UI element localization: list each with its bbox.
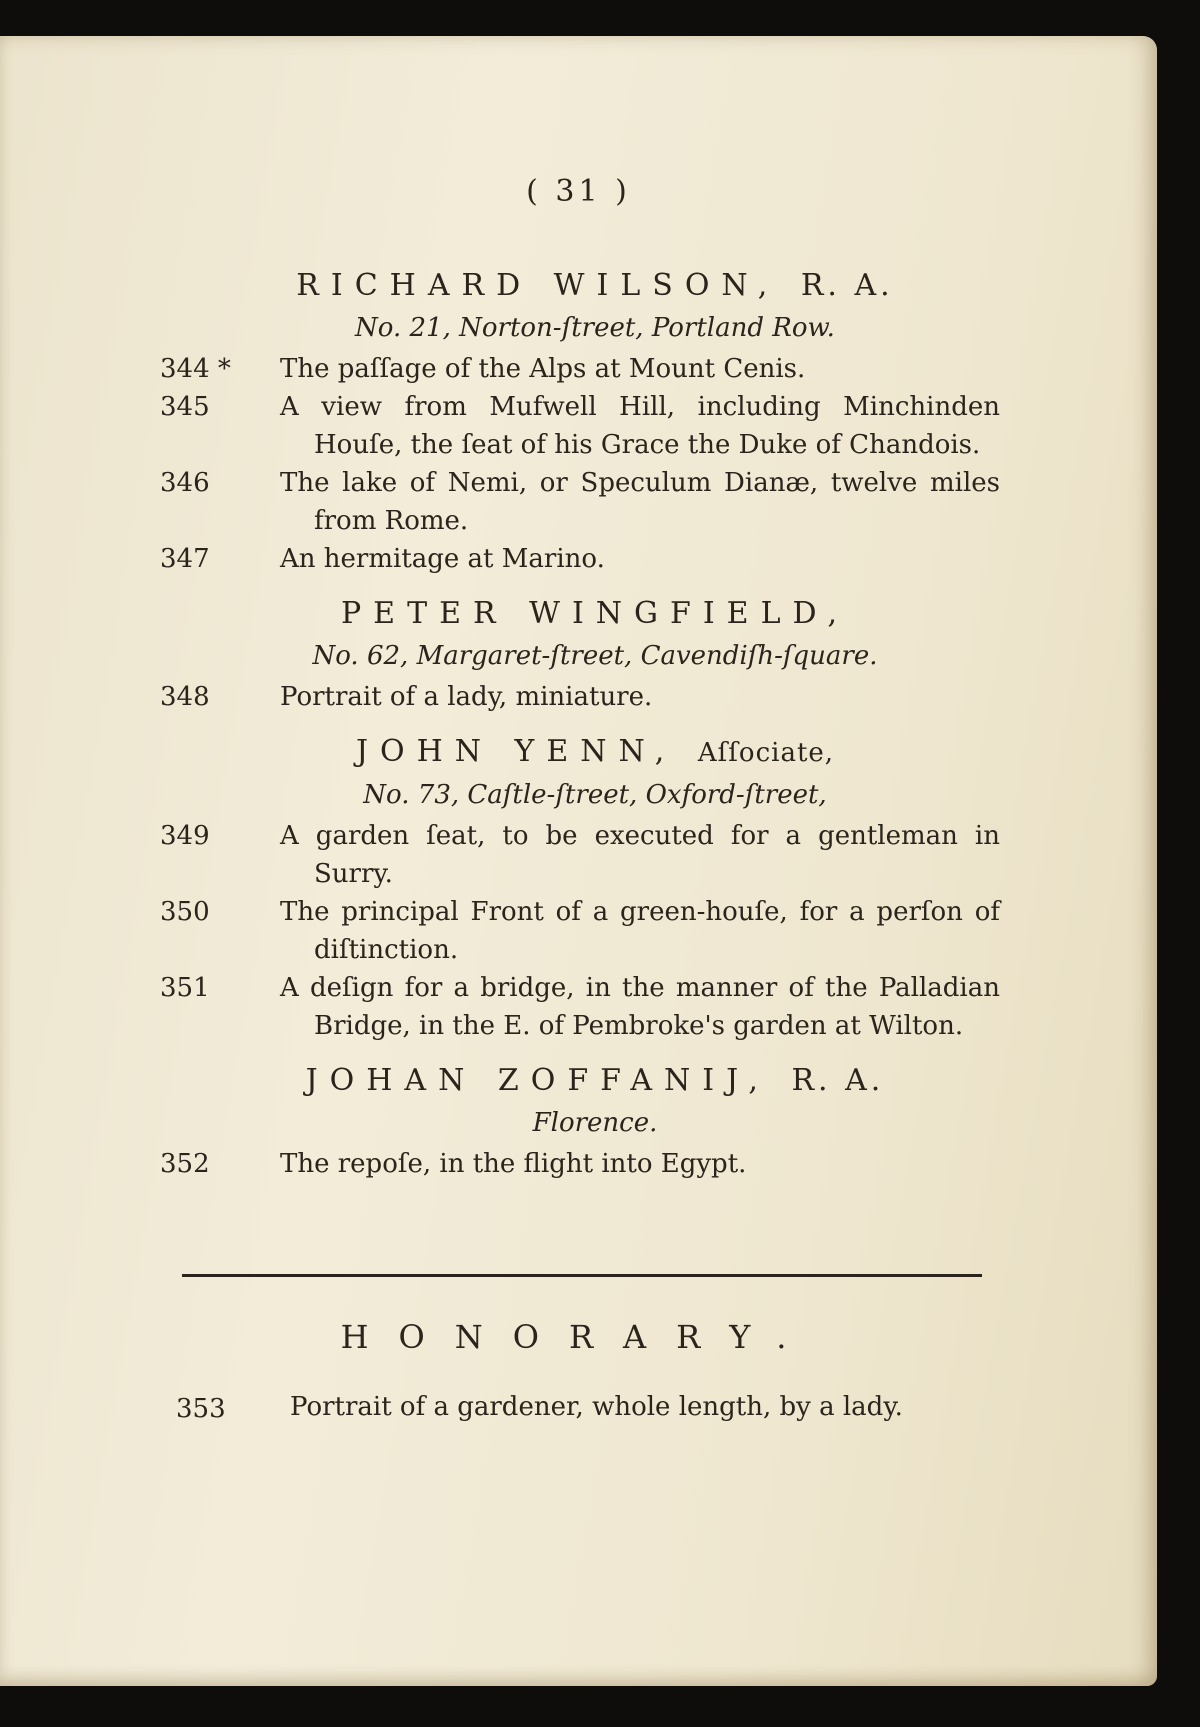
artist-name: RICHARD WILSON, [296,268,780,303]
artist-heading [190,592,1000,636]
artist-heading [190,1059,1000,1103]
entry-title: The lake of Nemi, or Speculum Dianæ, twelve miles from Rome. [280,468,1000,536]
artist-name: PETER WINGFIELD, [340,596,850,631]
section-divider [182,1274,982,1277]
catalogue-entry [150,893,1000,969]
catalogue-entry [150,969,1000,1045]
page-number: ( 31 ) [526,174,631,209]
entry-number: 349 [160,821,210,851]
entry-number: 344 * [160,354,231,384]
book-page [0,36,1157,1686]
artist-address: Florence. [532,1108,658,1138]
catalogue-entry [150,1388,1000,1426]
entry-title: A deſign for a bridge, in the manner of the Palladian Bridge, in the E. of Pembroke's garden at Wilton. [280,973,1000,1041]
artist-suffix: Aſſociate, [697,738,835,768]
honorary-heading: HONORARY. [340,1318,817,1356]
artist-address: No. 73, Caſtle-ſtreet, Oxford-ſtreet, [363,780,827,810]
entry-number: 351 [160,973,210,1003]
catalogue-entry [150,388,1000,464]
artist-name: JOHAN ZOFFANIJ, [305,1063,770,1098]
entry-title: Portrait of a lady, miniature. [280,682,653,712]
entry-title: An hermitage at Marino. [280,544,605,574]
entry-number: 350 [160,897,210,927]
entry-title: The principal Front of a green-houſe, for a perſon of diſtinction. [280,897,1000,965]
artist-address: No. 62, Margaret-ſtreet, Cavendiſh-ſquare. [312,641,878,671]
entry-number: 347 [160,544,210,574]
entry-title: The paſſage of the Alps at Mount Cenis. [280,354,806,384]
entry-number: 348 [160,682,210,712]
entry-title: A garden ſeat, to be executed for a gentleman in Surry. [280,821,1000,889]
entry-number: 345 [160,392,210,422]
entry-number: 352 [160,1149,210,1179]
catalogue-entries [150,264,1000,1183]
catalogue-entry [150,678,1000,716]
catalogue-entry [150,540,1000,578]
catalogue-entry [150,817,1000,893]
catalogue-entry [150,350,1000,388]
catalogue-entry [150,464,1000,540]
artist-name: JOHN YENN, [355,734,677,769]
entry-title: A view from Mufwell Hill, including Minchinden Houſe, the ſeat of his Grace the Duke of Chandois. [280,392,1000,460]
artist-heading [190,264,1000,308]
artist-suffix: R. A. [800,268,894,303]
artist-heading [190,730,1000,775]
artist-suffix: R. A. [791,1063,885,1098]
entry-title: The repoſe, in the flight into Egypt. [280,1149,747,1179]
entry-title: Portrait of a gardener, whole length, by a lady. [290,1392,903,1422]
entry-number: 353 [176,1394,226,1424]
catalogue-entry [150,1145,1000,1183]
artist-address: No. 21, Norton-ſtreet, Portland Row. [355,313,835,343]
entry-number: 346 [160,468,210,498]
